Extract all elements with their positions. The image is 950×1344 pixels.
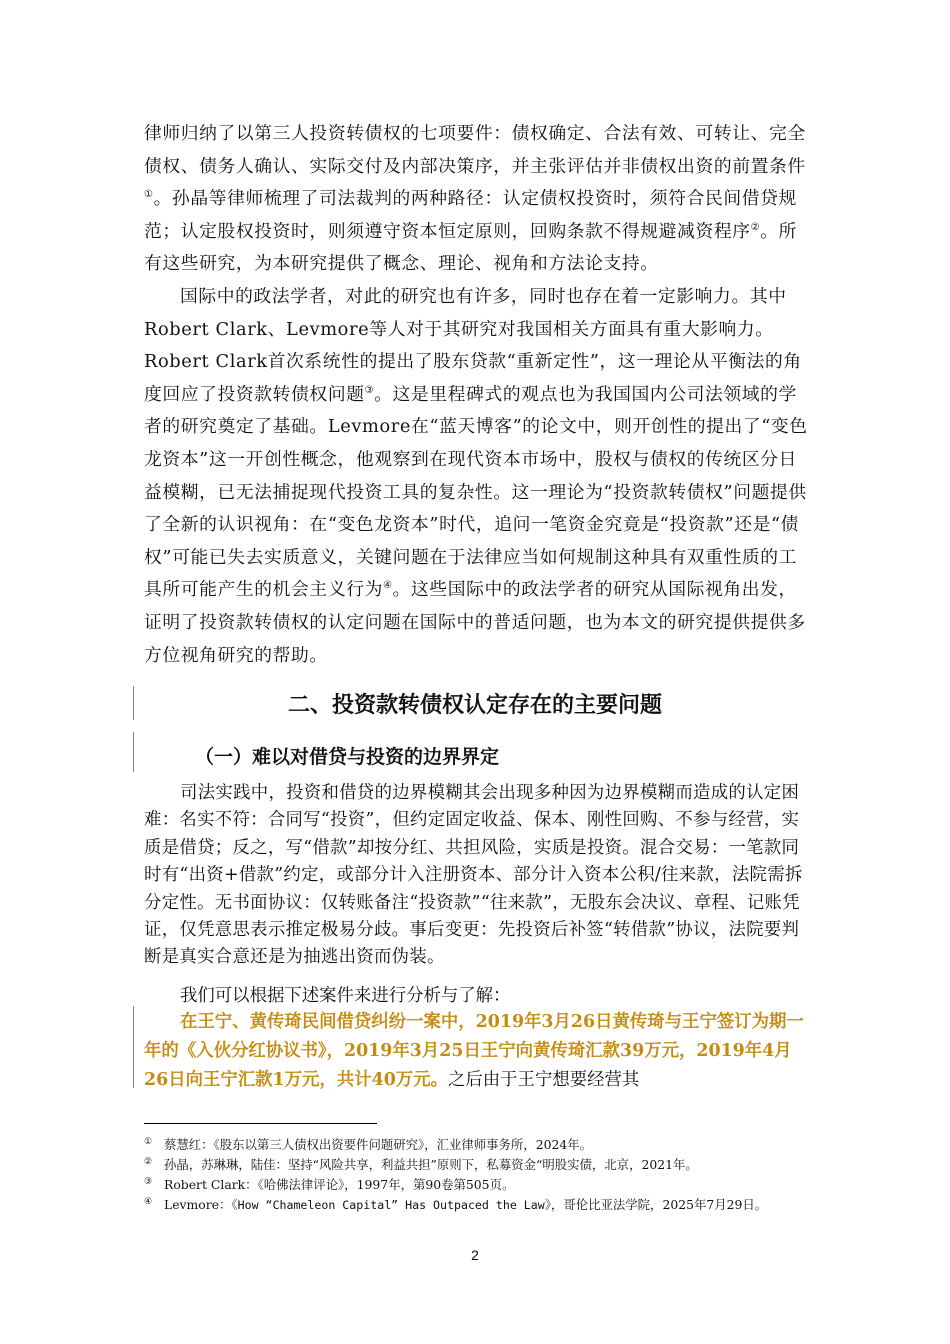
footnote-title-en: How “Chameleon Capital” Has Outpaced the Law [237,1198,545,1212]
footnote-3: ③ Robert Clark：《哈佛法律评论》，1997年，第90卷第505页。 [144,1176,515,1192]
footnote-1: ① 蔡慧红：《股东以第三人债权出资要件问题研究》，汇业律师事务所，2024年。 [144,1136,593,1152]
subheading-margin-bar [133,732,134,772]
paragraph-case [144,1008,808,1095]
footnote-ref-2[interactable]: ② [750,221,761,233]
footnote-ref-4[interactable]: ④ [382,580,393,592]
footnote-ref-1[interactable]: ① [144,189,154,201]
page-number: 2 [471,1247,479,1263]
footnote-text: 蔡慧红：《股东以第三人债权出资要件问题研究》，汇业律师事务所，2024年。 [164,1137,593,1152]
paragraph-literature-review [144,118,808,281]
paragraph-international-research [144,281,808,672]
footnote-2: ② 孙晶，苏琳琳，陆佳：坚持“风险共享，利益共担”原则下，私募资金“明股实债，北京，2021年。 [144,1156,698,1172]
footnote-4: ④ Levmore：《How “Chameleon Capital” Has Outpaced the Law》，哥伦比亚法学院，2025年7月29日。 [144,1196,768,1212]
paragraph-judicial-practice: 司法实践中，投资和借贷的边界模糊其会出现多种因为边界模糊而造成的认定困难：名实不符：合同写“投资”，但约定固定收益、保本、刚性回购、不参与经营，实质是借贷；反之，写“借款”却按分红、共担风险，实质是投资。混合交易：一笔款同时有“出资+借款”约定，或部分计入注册资本、部分计入资本公积/往来款，法院需拆分定性。无书面协议：仅转账备注“投资款”“往来款”，无股东会决议、章程、记账凭证，仅凭意思表示推定极易分歧。事后变更：先投资后补签“转借款”协议，法院要判断是真实合意还是为抽逃出资而伪装。 [144,783,803,968]
text-run: 。所有这些研究，为本研究提供了概念、理论、视角和方法论支持。 [144,220,797,275]
heading-margin-bar [133,686,134,720]
case-margin-bar [133,1006,134,1088]
footnote-ref-3[interactable]: ③ [364,384,375,396]
text-run: 之后由于王宁想要经营其 [447,1070,640,1090]
text-run: 。这些国际中的政法学者的研究从国际视角出发，证明了投资款转债权的认定问题在国际中的普适问题，也为本文的研究提供提供多方位视角研究的帮助。 [144,579,806,666]
text-run: 。这是里程碑式的观点也为我国国内公司法领域的学者的研究奠定了基础。Levmore在“蓝天博客”的论文中，则开创性的提出了“变色龙资本”这一开创性概念，他观察到在现代资本市场中，股权与债权的传统区分日益模糊，已无法捕捉现代投资工具的复杂性。这一理论为“投资款转债权”问题提供了全新的认识视角：在“变色龙资本”时代，追问一笔资金究竟是“投资款”还是“债权”可能已失去实质意义，关键问题在于法律应当如何规制这种具有双重性质的工具所可能产生的机会主义行为 [144,383,808,601]
subsection-heading: （一）难以对借贷与投资的边界界定 [195,746,500,768]
footnote-text: 孙晶，苏琳琳，陆佳：坚持“风险共享，利益共担”原则下，私募资金“明股实债，北京，2021年。 [164,1157,698,1172]
highlighted-case-text: 在王宁、黄传琦民间借贷纠纷一案中，2019年3月26日黄传琦与王宁签订为期一年的《入伙分红协议书》，2019年3月25日王宁向黄传琦汇款39万元，2019年4月26日向王宁汇款1万元，共计40万元。 [144,1012,804,1090]
section-heading: 二、投资款转债权认定存在的主要问题 [287,693,662,718]
text-run: 国际中的政法学者，对此的研究也有许多，同时也存在着一定影响力。其中Robert Clark、Levmore等人对于其研究对我国相关方面具有重大影响力。Robert Clark首次系统性的提出了股东贷款“重新定性”，这一理论从平衡法的角度回应了投资款转债权问题 [144,286,802,405]
text-run: 律师归纳了以第三人投资转债权的七项要件：债权确定、合法有效、可转让、完全债权、债务人确认、实际交付及内部决策序，并主张评估并非债权出资的前置条件 [144,123,806,177]
footnote-text: Levmore：《 [164,1197,238,1212]
text-run: 。孙晶等律师梳理了司法裁判的两种路径：认定债权投资时，须符合民间借贷规范；认定股权投资时，则须遵守资本恒定原则，回购条款不得规避减资程序 [144,188,797,242]
paragraph-case-intro: 我们可以根据下述案件来进行分析与了解： [180,986,511,1006]
footnote-text: Robert Clark：《哈佛法律评论》，1997年，第90卷第505页。 [164,1177,515,1192]
footnote-text: 》，哥伦比亚法学院，2025年7月29日。 [544,1197,768,1212]
footnote-separator [144,1123,377,1124]
